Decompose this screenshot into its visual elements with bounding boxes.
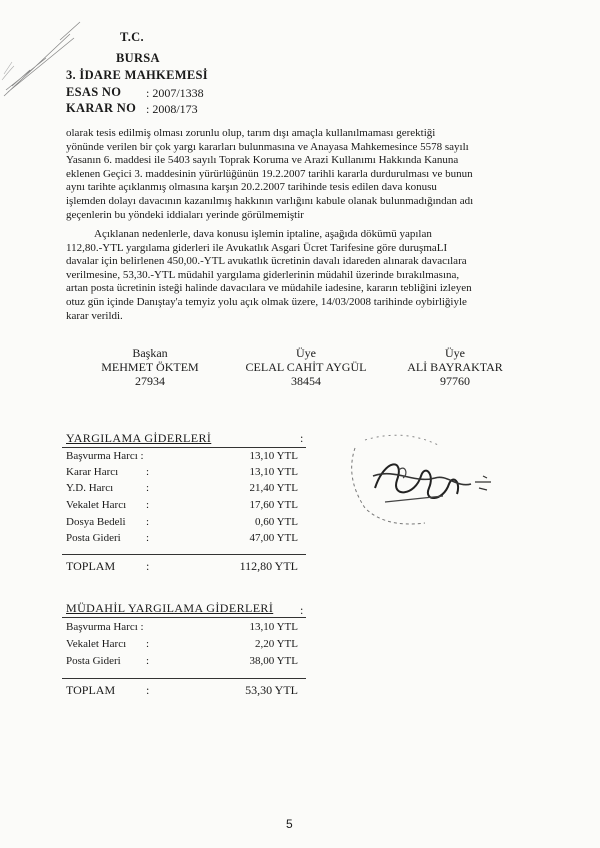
header-court: 3. İDARE MAHKEMESİ (66, 68, 208, 82)
row-label: Karar Harcı (66, 466, 119, 478)
karar-label: KARAR NO (66, 101, 137, 115)
row-label: Y.D. Harcı (66, 482, 114, 494)
row-colon: : (146, 655, 150, 667)
divider (62, 447, 306, 448)
table-row (66, 516, 298, 530)
table-row (66, 638, 298, 652)
paragraph-line: 112,80.-YTL yargılama giderleri ile Avukatlık Asgari Ücret Tarifesine göre duruşmaLI (66, 241, 448, 254)
total-colon: : (146, 559, 150, 573)
row-value: 0,60 YTL (255, 516, 298, 528)
row-colon: : (146, 499, 150, 511)
page-number: 5 (286, 817, 293, 831)
row-colon: : (146, 532, 150, 544)
row-label: Vekalet Harcı (66, 499, 127, 511)
karar-value: : 2008/173 (146, 102, 198, 116)
intervener-expenses-title-colon: : (300, 603, 304, 617)
total-value: 53,30 YTL (245, 683, 298, 697)
row-value: 13,10 YTL (249, 450, 298, 462)
signatory-role: Üye (445, 346, 465, 360)
expenses-title: YARGILAMA GİDERLERİ (66, 431, 212, 445)
divider (62, 617, 306, 618)
signatory-member-1 (226, 346, 386, 388)
table-row (66, 466, 298, 480)
paragraph-line: karar verildi. (66, 309, 123, 322)
signatory-name: CELAL CAHİT AYGÜL (245, 360, 367, 374)
row-value: 47,00 YTL (249, 532, 298, 544)
row-value: 13,10 YTL (249, 621, 298, 633)
decision-paragraph-2 (66, 228, 528, 323)
paragraph-line: aynı tarihte açıklanmış olmasına karşın 20.2.2007 tarihinde tesis edilen dava konusu (66, 181, 437, 194)
total-row (66, 683, 298, 697)
paragraph-line: artan posta ücretinin isteği halinde davacılara ve müdahile iadesine, kararın tebliğini izleyen (66, 282, 472, 295)
paragraph-line: davalar için belirlenen 450,00.-YTL avukatlık ücretinin davalı idareden alınarak davacılara (66, 255, 467, 268)
row-label: Vekalet Harcı (66, 638, 127, 650)
signatory-member-2 (390, 346, 520, 388)
row-colon: : (146, 466, 150, 478)
table-row (66, 655, 298, 669)
divider (62, 554, 306, 555)
paragraph-line: otuz gün içinde Danıştay'a temyiz yolu açık olmak üzere, 14/03/2008 tarihinde oybirliğiyle (66, 295, 467, 308)
row-colon: : (146, 482, 150, 494)
signatory-role: Başkan (132, 346, 168, 360)
signatory-president (80, 346, 220, 388)
paragraph-line: geçenlerin bu yöndeki iddiaları yerinde görülmemiştir (66, 208, 304, 221)
paragraph-line: işlemden dolayı davacının kazanılmış hakkının varlığını kabule olanak bulunmadığından adı (66, 194, 474, 207)
paragraph-line: Yasanın 6. maddesi ile 5403 sayılı Toprak Koruma ve Arazi Kullanımı Hakkında Kanuna (66, 154, 459, 167)
signatory-number: 97760 (440, 374, 470, 388)
divider (62, 678, 306, 679)
header-country: T.C. (120, 30, 144, 44)
paragraph-line: yönünde verilen bir çok yargı kararları bulunmasına ve Anayasa Mahkemesince 5578 sayılı (66, 140, 469, 153)
signatory-name: MEHMET ÖKTEM (101, 360, 199, 374)
total-value: 112,80 YTL (239, 559, 298, 573)
total-label: TOPLAM (66, 683, 116, 697)
signatory-number: 27934 (135, 374, 165, 388)
row-colon: : (146, 516, 150, 528)
row-value: 2,20 YTL (255, 638, 298, 650)
row-value: 17,60 YTL (249, 499, 298, 511)
paragraph-line: olarak tesis edilmiş olması zorunlu olup, tarım dışı amaçla kullanılmaması gerektiği (66, 127, 436, 139)
row-label: Posta Gideri (66, 532, 121, 544)
row-label: Posta Gideri (66, 655, 121, 667)
paragraph-line: Açıklanan nedenlerle, dava konusu işlemin iptaline, aşağıda dökümü yapılan (94, 228, 432, 240)
signatory-number: 38454 (291, 374, 321, 388)
total-row (66, 559, 298, 573)
intervener-expenses-title: MÜDAHİL YARGILAMA GİDERLERİ (66, 601, 274, 615)
table-row (66, 482, 298, 496)
signatory-name: ALİ BAYRAKTAR (407, 360, 503, 374)
signatory-role: Üye (296, 346, 316, 360)
decision-paragraph-1 (66, 127, 528, 222)
row-label: Dosya Bedeli (66, 516, 126, 528)
row-colon: : (146, 638, 150, 650)
table-row (66, 621, 298, 635)
row-label: Başvurma Harcı : (66, 450, 144, 462)
paragraph-line: eklenen Geçici 3. maddesinin yürürlüğünün 19.2.2007 tarihli kararla durdurulması ve bunun (66, 167, 473, 180)
table-row (66, 450, 298, 464)
row-value: 38,00 YTL (249, 655, 298, 667)
row-label: Başvurma Harcı : (66, 621, 144, 633)
total-label: TOPLAM (66, 559, 116, 573)
esas-label: ESAS NO (66, 85, 122, 99)
expenses-title-colon: : (300, 431, 304, 445)
total-colon: : (146, 683, 150, 697)
table-row (66, 532, 298, 546)
table-row (66, 499, 298, 513)
paragraph-line: verilmesine, 53,30.-YTL müdahil yargılama giderlerinin müdahil üzerinde bırakılmasına, (66, 268, 460, 281)
row-value: 21,40 YTL (249, 482, 298, 494)
header-city: BURSA (116, 51, 160, 65)
stamp-signature (325, 418, 505, 538)
esas-value: : 2007/1338 (146, 86, 204, 100)
row-value: 13,10 YTL (249, 466, 298, 478)
